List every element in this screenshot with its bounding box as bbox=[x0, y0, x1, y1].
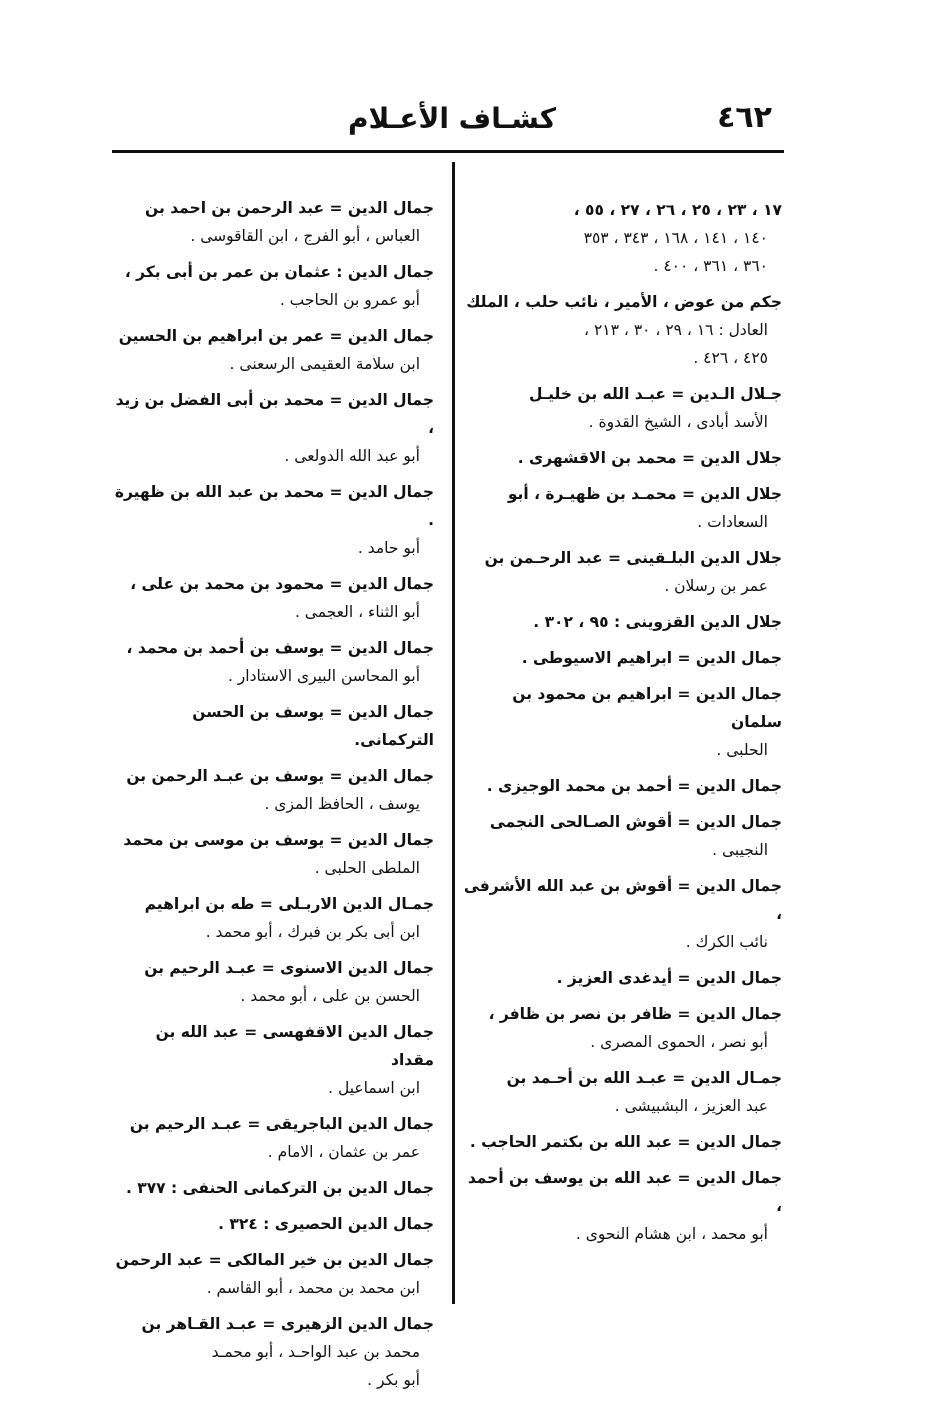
header-rule bbox=[112, 150, 784, 153]
page-number: ٤٦٢ bbox=[717, 100, 772, 135]
entry-heading: جمال الدين بن التركمانى الحنفى : ٣٧٧ . bbox=[125, 1179, 434, 1197]
entry-heading: جلال الدين البلـقينى = عبد الرحـمن بن bbox=[484, 549, 782, 567]
entry-heading: جمـال الدين الاربـلى = طه بن ابراهيم bbox=[144, 895, 434, 913]
entry-heading: جمال الدين الحصيرى : ٣٢٤ . bbox=[218, 1215, 434, 1233]
entry-continuation: عمر بن رسلان . bbox=[664, 577, 768, 595]
entry-continuation: أبو نصر ، الحموى المصرى . bbox=[590, 1033, 768, 1051]
entry-heading: جلال الدين القزوينى : ٩٥ ، ٣٠٢ . bbox=[533, 613, 782, 631]
entry-continuation: أبو حامد . bbox=[357, 539, 420, 557]
entry-heading: جمال الدين = ابراهيم الاسيوطى . bbox=[521, 649, 782, 667]
index-entry bbox=[112, 826, 434, 882]
entry-heading: جمال الدين : عثمان بن عمر بن أبى بكر ، bbox=[124, 263, 434, 281]
entry-continuation: أبو محمد ، ابن هشام النحوى . bbox=[575, 1225, 768, 1243]
entry-heading: جمال الدين = يوسف بن أحمد بن محمد ، bbox=[126, 639, 434, 657]
entry-continuation: عبد العزيز ، البشبيشى . bbox=[614, 1097, 768, 1115]
index-entry bbox=[112, 890, 434, 946]
left-column bbox=[112, 194, 434, 1402]
index-entry bbox=[112, 1210, 434, 1238]
index-entry bbox=[112, 1018, 434, 1102]
entry-heading: جمال الدين الزهيرى = عبـد القـاهر بن bbox=[141, 1315, 434, 1333]
index-entry bbox=[460, 444, 782, 472]
index-entry bbox=[112, 194, 434, 250]
entry-heading: جمال الدين = أقوش بن عبد الله الأشرفى ، bbox=[463, 877, 782, 923]
index-entry bbox=[112, 762, 434, 818]
entry-continuation: الحلبى . bbox=[716, 741, 768, 759]
entry-heading: جكم من عوض ، الأمير ، نائب حلب ، الملك bbox=[466, 293, 782, 311]
entry-continuation: ١٤٠ ، ١٤١ ، ١٦٨ ، ٣٤٣ ، ٣٥٣ bbox=[583, 229, 768, 247]
entry-continuation: ابن سلامة العقيمى الرسعنى . bbox=[229, 355, 420, 373]
index-entry bbox=[112, 1246, 434, 1302]
index-entry bbox=[460, 872, 782, 956]
index-entry bbox=[112, 1310, 434, 1394]
entry-heading: جمال الدين الاسنوى = عبـد الرحيم بن bbox=[144, 959, 434, 977]
entry-continuation: الملطى الحلبى . bbox=[314, 859, 420, 877]
entry-continuation: أبو عمرو بن الحاجب . bbox=[279, 291, 420, 309]
entry-continuation: نائب الكرك . bbox=[685, 933, 768, 951]
entry-heading: جمـال الدين = عبـد الله بن أحـمد بن bbox=[506, 1069, 782, 1087]
index-entry bbox=[460, 964, 782, 992]
entry-continuation: أبو بكر . bbox=[367, 1371, 420, 1389]
index-entry bbox=[460, 680, 782, 764]
index-entry bbox=[460, 196, 782, 280]
entry-heading: جمال الدين = يوسف بن عبـد الرحمن بن bbox=[126, 767, 434, 785]
entry-heading: جمال الدين = ابراهيم بن محمود بن سلمان bbox=[512, 685, 782, 731]
index-entry bbox=[112, 386, 434, 470]
entry-heading: جمال الدين = أيدغدى العزيز . bbox=[556, 969, 782, 987]
entry-heading: جمال الدين = أحمد بن محمد الوجيزى . bbox=[486, 777, 782, 795]
column-divider bbox=[452, 162, 455, 1304]
index-entry bbox=[460, 1000, 782, 1056]
entry-heading: جمال الدين = عبد الله بن يوسف بن أحمد ، bbox=[467, 1169, 782, 1215]
entry-heading: ١٧ ، ٢٣ ، ٢٥ ، ٢٦ ، ٢٧ ، ٥٥ ، bbox=[573, 201, 782, 219]
index-entry bbox=[460, 1064, 782, 1120]
entry-heading: جمال الدين = محمد بن أبى الفضل بن زيد ، bbox=[115, 391, 434, 437]
index-entry bbox=[112, 1174, 434, 1202]
entry-continuation: محمد بن عبد الواحـد ، أبو محمـد bbox=[211, 1343, 420, 1361]
entry-heading: جلال الدين = محمد بن الاقشهرى . bbox=[517, 449, 782, 467]
index-entry bbox=[112, 1110, 434, 1166]
index-entry bbox=[460, 380, 782, 436]
index-entry bbox=[112, 698, 434, 754]
entry-continuation: العباس ، أبو الفرج ، ابن القاقوسى . bbox=[190, 227, 420, 245]
page-header bbox=[112, 100, 772, 148]
entry-heading: جمال الدين = يوسف بن موسى بن محمد bbox=[123, 831, 434, 849]
index-entry bbox=[460, 608, 782, 636]
entry-continuation: الأسد أبادى ، الشيخ القدوة . bbox=[588, 413, 768, 431]
entry-continuation: ابن محمد بن محمد ، أبو القاسم . bbox=[206, 1279, 420, 1297]
entry-heading: جلال الدين = محمـد بن ظهيـرة ، أبو bbox=[507, 485, 782, 503]
entry-heading: جمال الدين = عبد الله بن بكتمر الحاجب . bbox=[469, 1133, 782, 1151]
entry-continuation: العادل : ١٦ ، ٢٩ ، ٣٠ ، ٢١٣ ، bbox=[584, 321, 768, 339]
entry-continuation: يوسف ، الحافظ المزى . bbox=[264, 795, 420, 813]
index-entry bbox=[112, 258, 434, 314]
index-entry bbox=[112, 478, 434, 562]
entry-continuation: ابن اسماعيل . bbox=[328, 1079, 420, 1097]
index-entry bbox=[460, 644, 782, 672]
entry-continuation: ٤٢٥ ، ٤٢٦ . bbox=[693, 349, 768, 367]
index-entry bbox=[112, 954, 434, 1010]
entry-heading: جمال الدين = عبد الرحمن بن احمد بن bbox=[145, 199, 434, 217]
index-entry bbox=[460, 772, 782, 800]
right-column bbox=[460, 196, 782, 1256]
index-entry bbox=[460, 1164, 782, 1248]
entry-heading: جمال الدين = محمود بن محمد بن على ، bbox=[130, 575, 434, 593]
entry-continuation: ابن أبى بكر بن فبرك ، أبو محمد . bbox=[205, 923, 420, 941]
index-entry bbox=[112, 634, 434, 690]
entry-heading: جمال الدين الباجريقى = عبـد الرحيم بن bbox=[129, 1115, 434, 1133]
entry-heading: جـلال الـدين = عبـد الله بن خليـل bbox=[529, 385, 782, 403]
entry-continuation: النجيبى . bbox=[712, 841, 768, 859]
entry-continuation: أبو الثناء ، العجمى . bbox=[294, 603, 420, 621]
entry-continuation: أبو عبد الله الدولعى . bbox=[284, 447, 420, 465]
entry-heading: جمال الدين بن خير المالكى = عبد الرحمن bbox=[115, 1251, 434, 1269]
entry-continuation: السعادات . bbox=[697, 513, 768, 531]
entry-heading: جمال الدين = يوسف بن الحسن التركمانى. bbox=[192, 703, 434, 749]
index-entry bbox=[460, 288, 782, 372]
page-title: كشـاف الأعـلام bbox=[348, 102, 557, 135]
entry-heading: جمال الدين = أقوش الصـالحى النجمى bbox=[489, 813, 782, 831]
entry-continuation: ٣٦٠ ، ٣٦١ ، ٤٠٠ . bbox=[653, 257, 768, 275]
index-entry bbox=[112, 322, 434, 378]
entry-heading: جمال الدين = محمد بن عبد الله بن ظهيرة . bbox=[114, 483, 434, 529]
entry-heading: جمال الدين الاقفهسى = عبد الله بن مقداد bbox=[155, 1023, 434, 1069]
index-entry bbox=[460, 1128, 782, 1156]
index-entry bbox=[460, 544, 782, 600]
entry-heading: جمال الدين = عمر بن ابراهيم بن الحسين bbox=[118, 327, 434, 345]
entry-continuation: عمر بن عثمان ، الامام . bbox=[267, 1143, 420, 1161]
entry-continuation: أبو المحاسن البيرى الاستادار . bbox=[227, 667, 420, 685]
entry-continuation: الحسن بن على ، أبو محمد . bbox=[240, 987, 420, 1005]
entry-heading: جمال الدين = ظافر بن نصر بن ظافر ، bbox=[488, 1005, 782, 1023]
index-entry bbox=[112, 570, 434, 626]
index-entry bbox=[460, 480, 782, 536]
index-entry bbox=[460, 808, 782, 864]
